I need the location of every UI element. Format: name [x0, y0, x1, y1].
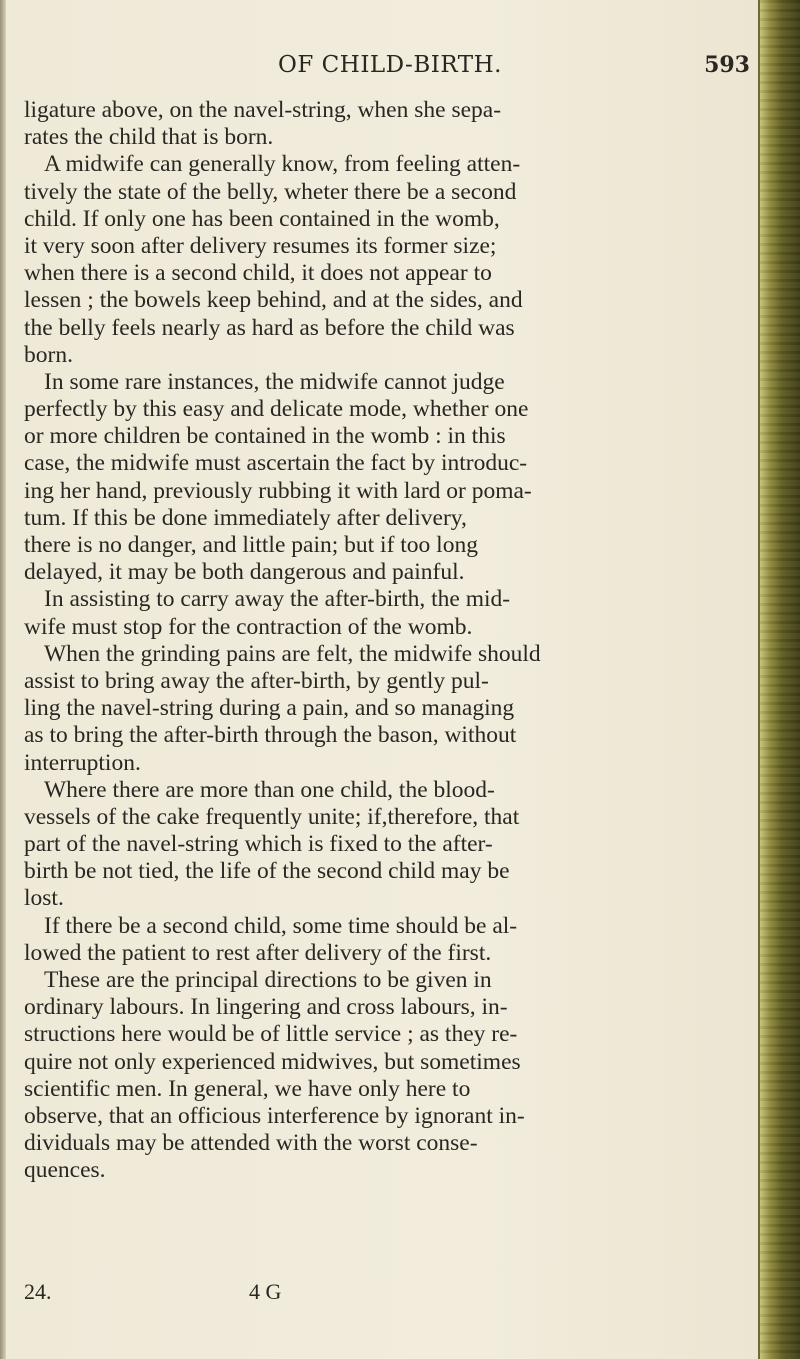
text-line: ing her hand, previously rubbing it with lard or poma- — [24, 477, 532, 504]
text-line: lost. — [24, 885, 64, 912]
text-line: When the grinding pains are felt, the midwife should — [44, 640, 541, 667]
text-line: scientific men. In general, we have only here to — [24, 1075, 471, 1102]
running-head: OF CHILD-BIRTH. — [278, 52, 502, 78]
body-text — [24, 97, 754, 1185]
text-line: the belly feels nearly as hard as before the child was — [24, 314, 515, 341]
text-line: perfectly by this easy and delicate mode, whether one — [24, 396, 529, 423]
text-line: ligature above, on the navel-string, when she sepa- — [24, 97, 502, 123]
page-left-edge — [0, 0, 6, 1359]
text-line: or more children be contained in the womb : in this — [24, 423, 506, 450]
text-line: as to bring the after-birth through the bason, without — [24, 722, 517, 749]
text-line: quire not only experienced midwives, but sometimes — [24, 1048, 521, 1075]
text-line: lowed the patient to rest after delivery of the first. — [24, 939, 492, 966]
text-line: In some rare instances, the midwife cannot judge — [44, 368, 505, 395]
text-line: lessen ; the bowels keep behind, and at the sides, and — [24, 287, 523, 314]
text-line: wife must stop for the contraction of the womb. — [24, 613, 473, 640]
page-footer — [24, 1279, 444, 1307]
text-line: tively the state of the belly, wheter there be a second — [24, 178, 517, 205]
text-line: A midwife can generally know, from feeling atten- — [44, 151, 521, 178]
text-line: dividuals may be attended with the worst conse- — [24, 1130, 478, 1157]
text-line: delayed, it may be both dangerous and painful. — [24, 559, 465, 586]
text-line: case, the midwife must ascertain the fact by introduc- — [24, 450, 528, 477]
page-number: 593 — [704, 52, 750, 78]
text-line: ordinary labours. In lingering and cross labours, in- — [24, 994, 508, 1021]
text-line: These are the principal directions to be given in — [44, 967, 492, 993]
text-line: tum. If this be done immediately after delivery, — [24, 504, 467, 531]
book-spine-edge — [758, 0, 800, 1359]
text-line: rates the child that is born. — [24, 124, 274, 151]
volume-mark: 24. — [24, 1279, 52, 1304]
text-line: interruption. — [24, 749, 141, 776]
text-line: it very soon after delivery resumes its former size; — [24, 232, 497, 259]
text-line: structions here would be of little service ; as they re- — [24, 1021, 518, 1048]
text-line: Where there are more than one child, the blood- — [44, 776, 495, 803]
text-line: ling the navel-string during a pain, and so managing — [24, 695, 515, 722]
text-line: observe, that an officious interference by ignorant in- — [24, 1102, 525, 1129]
text-line: when there is a second child, it does not appear to — [24, 260, 492, 287]
text-line: vessels of the cake frequently unite; if,therefore, that — [24, 803, 520, 830]
signature-mark: 4 G — [249, 1279, 282, 1304]
text-line: born. — [24, 341, 73, 368]
text-line: child. If only one has been contained in the womb, — [24, 205, 500, 232]
text-line: there is no danger, and little pain; but if too long — [24, 532, 478, 558]
text-line: quences. — [24, 1157, 106, 1184]
text-line: If there be a second child, some time should be al- — [44, 912, 518, 939]
text-line: birth be not tied, the life of the second child may be — [24, 858, 510, 885]
text-line: part of the navel-string which is fixed to the after- — [24, 831, 493, 858]
text-line: In assisting to carry away the after-birth, the mid- — [44, 586, 511, 613]
text-line: assist to bring away the after-birth, by gently pul- — [24, 667, 489, 694]
